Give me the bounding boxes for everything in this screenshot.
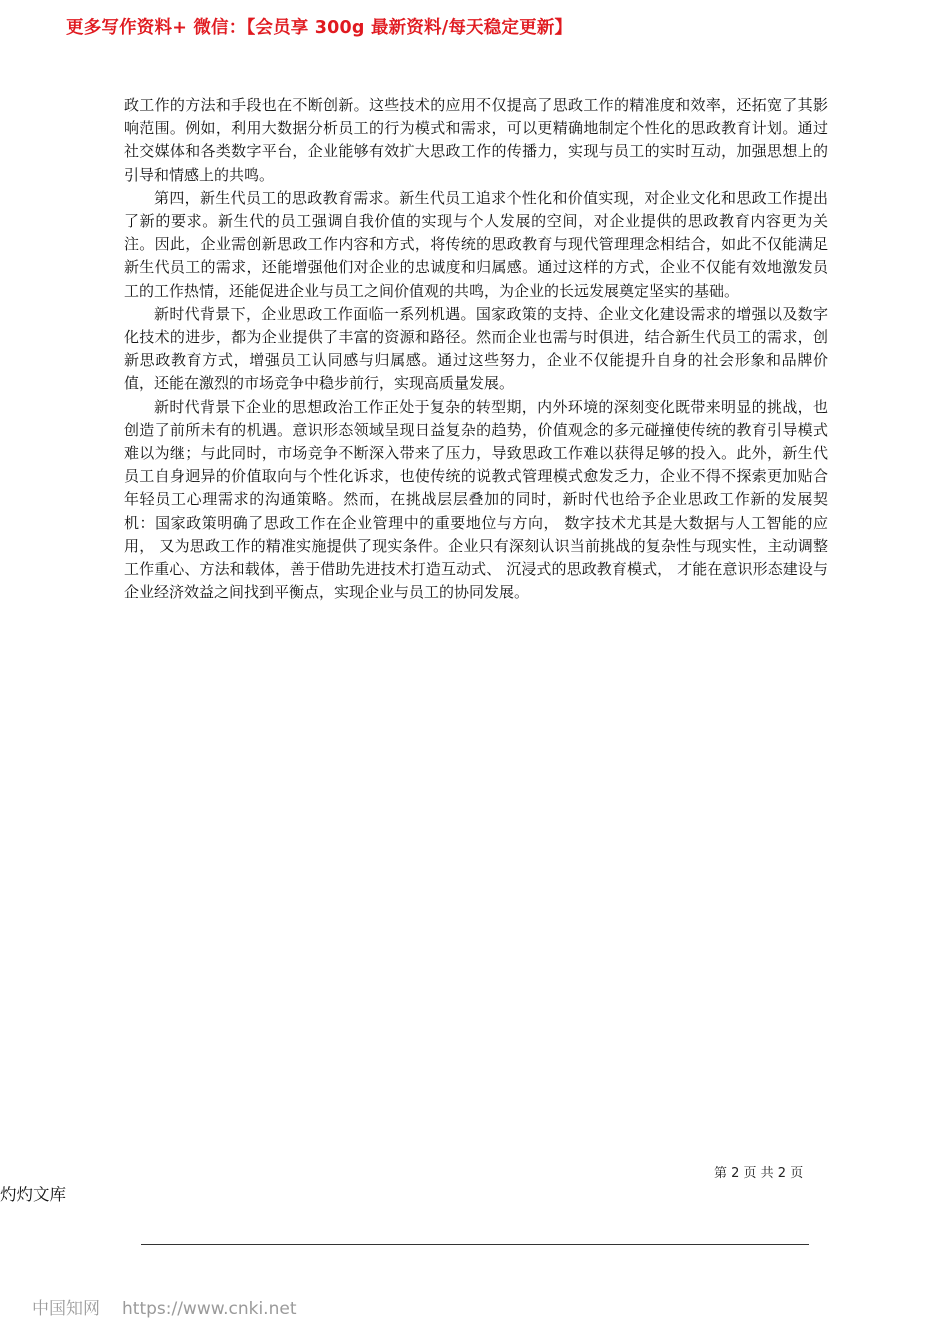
paragraph-3: 新时代背景下，企业思政工作面临一系列机遇。国家政策的支持、企业文化建设需求的增强以及数字化技术的进步，都为企业提供了丰富的资源和路径。然而企业也需与时俱进，结合新生代员工的需求，创新思政教育方式，增强员工认同感与归属感。通过这些努力，企业不仅能提升自身的社会形象和品牌价值，还能在激烈的市场竞争中稳步前行，实现高质量发展。 — [124, 304, 828, 393]
paragraph-4: 新时代背景下企业的思想政治工作正处于复杂的转型期，内外环境的深刻变化既带来明显的挑战，也创造了前所未有的机遇。意识形态领域呈现日益复杂的趋势，价值观念的多元碰撞使传统的教育引导模式难以为继；与此同时，市场竞争不断深入带来了压力，导致思政工作难以获得足够的投入。此外，新生代员工自身迥异的价值取向与个性化诉求，也使传统的说教式管理模式愈发乏力，企业不得不探索更加贴合年轻员工心理需求的沟通策略。然而，在挑战层层叠加的同时，新时代也给予企业思政工作新的发展契机：国家政策明确了思政工作在企业管理中的重要地位与方向， 数字技术尤其是大数据与人工智能的应用， 又为思政工作的精准实施提供了现实条件。企业只有深刻认识当前挑战的复杂性与现实性，主动调整工作重心、方法和载体，善于借助先进技术打造互动式、 沉浸式的思政教育模式， 才能在意识形态建设与企业经济效益之间找到平衡点，实现企业与员工的协同发展。 — [124, 397, 828, 602]
wenku-label: 灼灼文库 — [0, 1185, 66, 1204]
footer-divider — [141, 1244, 809, 1245]
cnki-name: 中国知网 — [32, 1299, 100, 1319]
page-number: 第 2 页 共 2 页 — [714, 1166, 804, 1181]
cnki-url: https://www.cnki.net — [122, 1299, 297, 1319]
document-body — [124, 94, 828, 604]
paragraph-1: 政工作的方法和手段也在不断创新。这些技术的应用不仅提高了思政工作的精准度和效率，还拓宽了其影响范围。例如，利用大数据分析员工的行为模式和需求，可以更精确地制定个性化的思政教育计划。通过社交媒体和各类数字平台，企业能够有效扩大思政工作的传播力，实现与员工的实时互动，加强思想上的引导和情感上的共鸣。 — [124, 96, 828, 184]
paragraph-2: 第四，新生代员工的思政教育需求。新生代员工追求个性化和价值实现，对企业文化和思政工作提出了新的要求。新生代的员工强调自我价值的实现与个人发展的空间，对企业提供的思政教育内容更为关注。因此，企业需创新思政工作内容和方式，将传统的思政教育与现代管理理念相结合，如此不仅能满足新生代员工的需求，还能增强他们对企业的忠诚度和归属感。通过这样的方式，企业不仅能有效地激发员工的工作热情，还能促进企业与员工之间价值观的共鸣，为企业的长远发展奠定坚实的基础。 — [124, 188, 828, 300]
cnki-watermark — [32, 1294, 296, 1319]
promo-banner: 更多写作资料+ 微信：【会员享 300g 最新资料/每天稳定更新】 — [66, 18, 573, 38]
